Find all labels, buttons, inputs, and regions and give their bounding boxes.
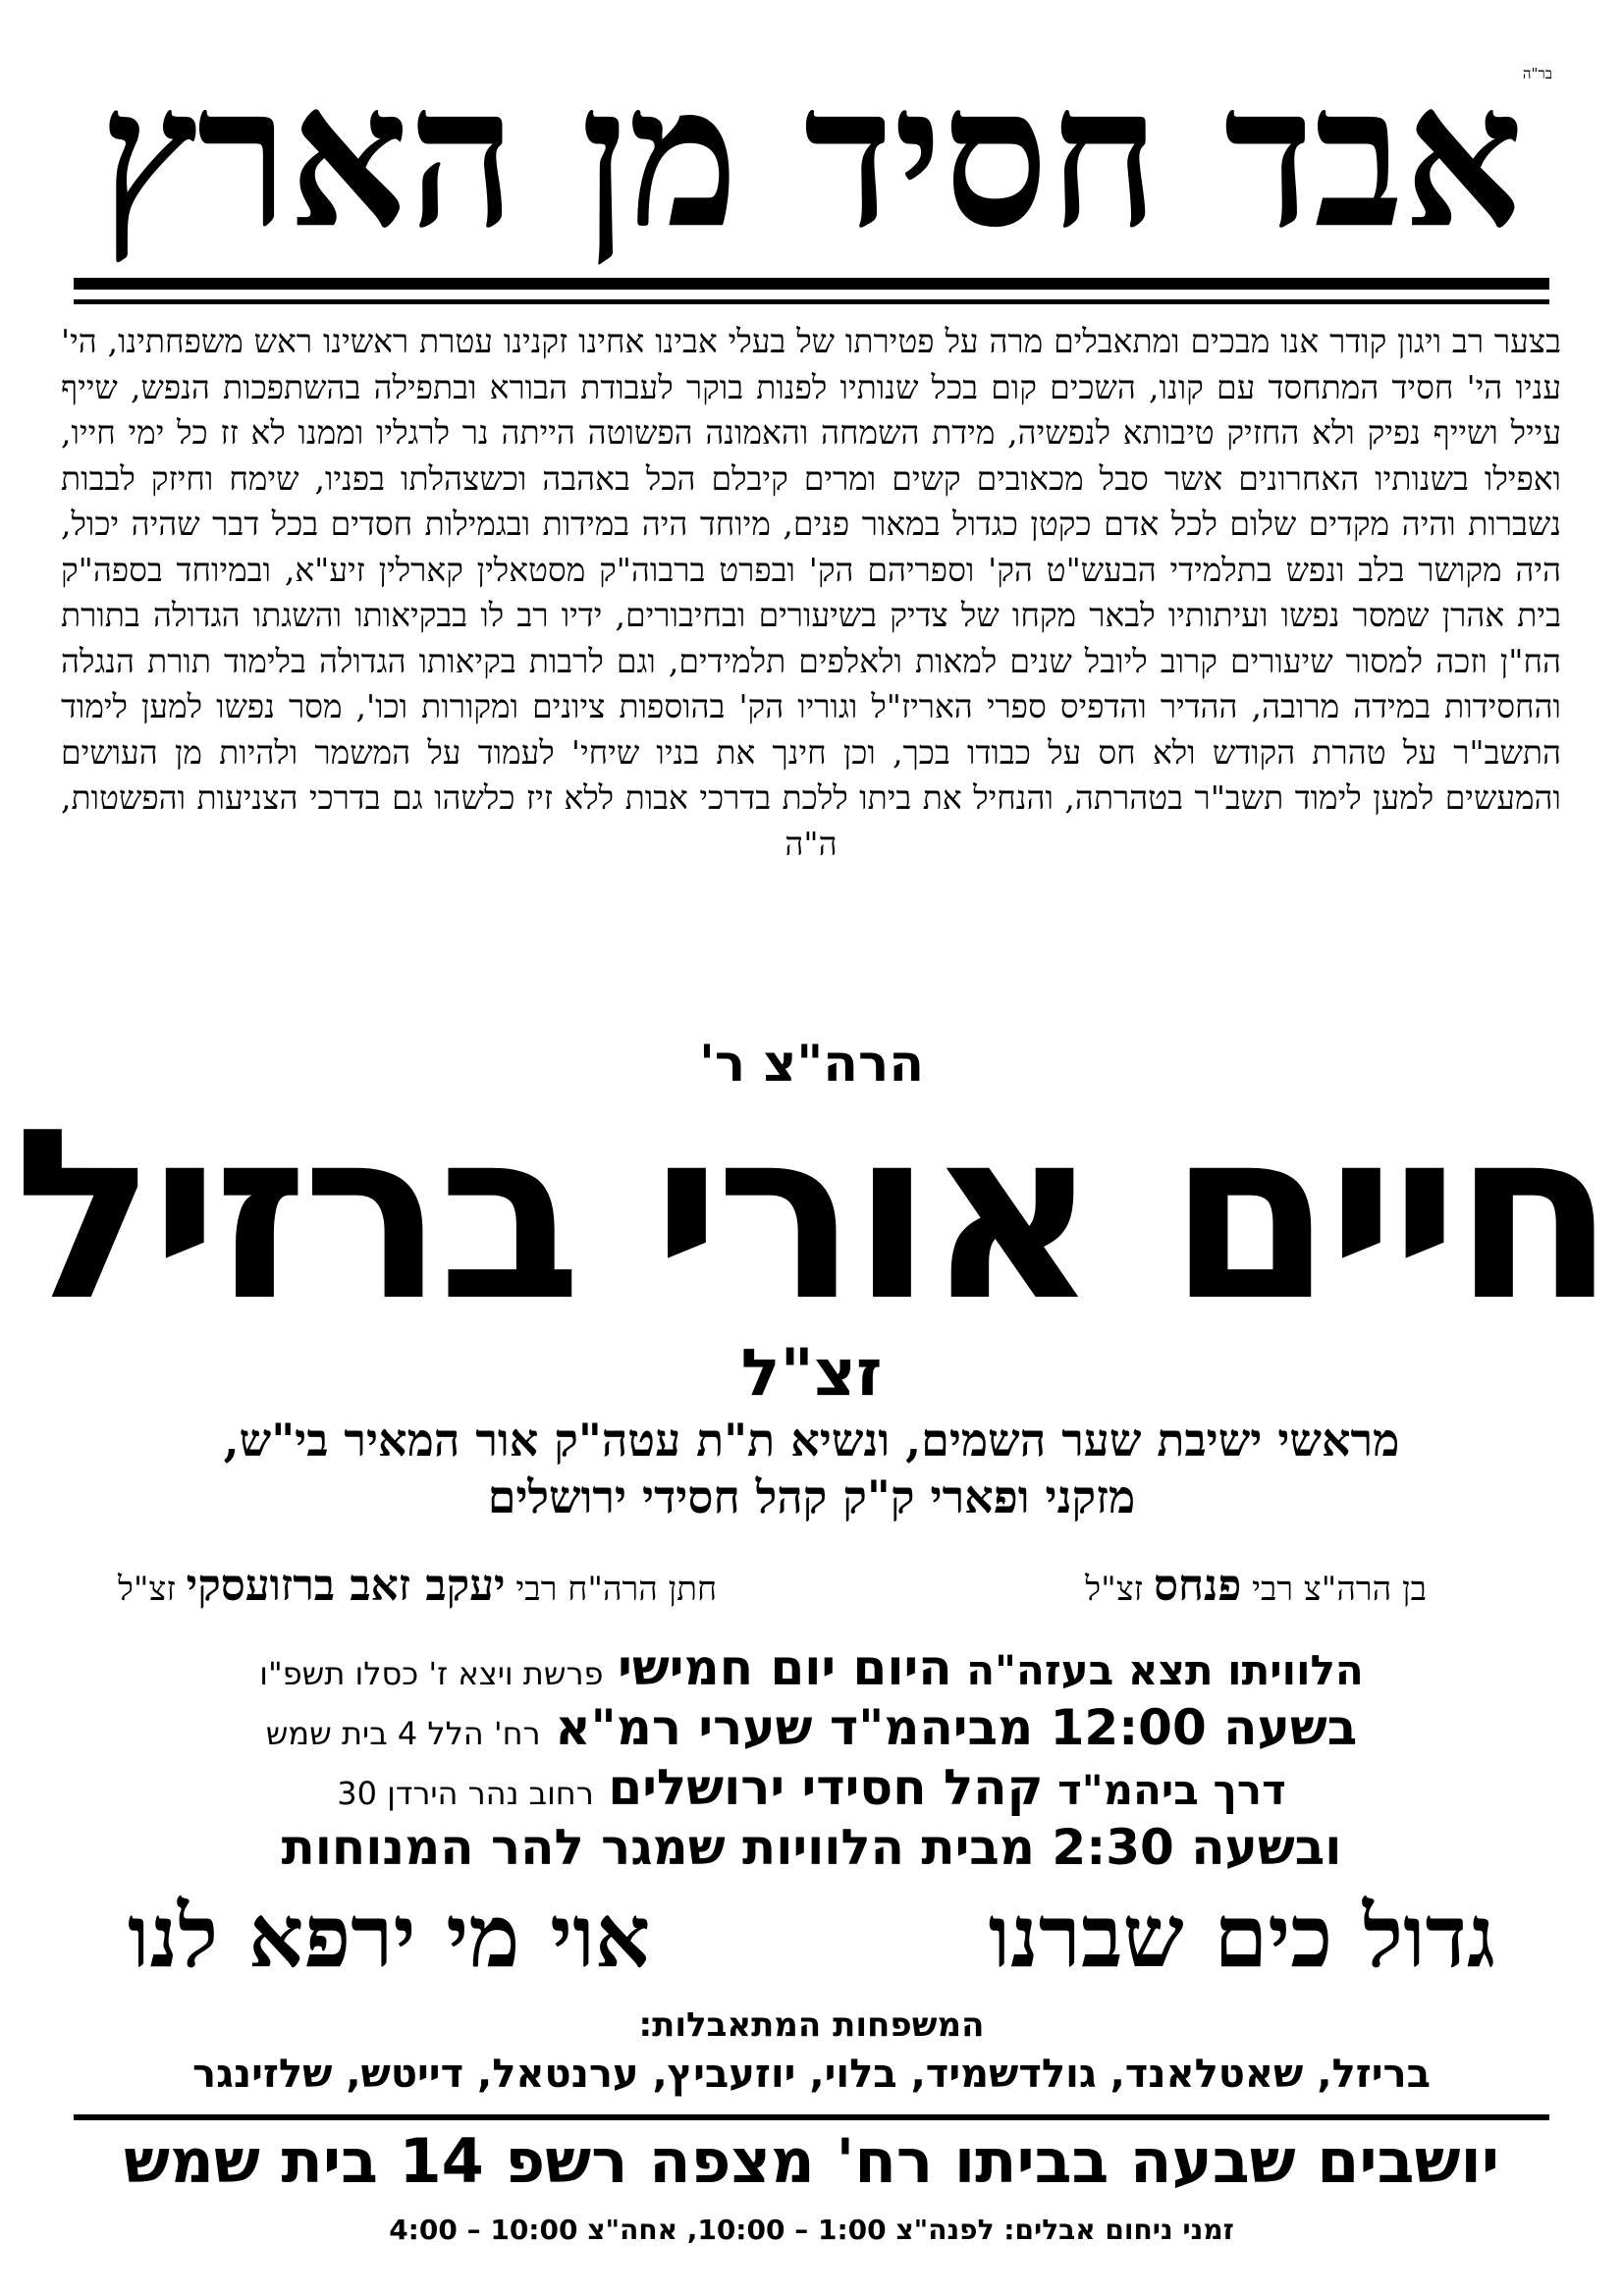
funeral-line-2 <box>59 1701 1564 1761</box>
funeral-time-place: בשעה 12:00 מביהמ"ד שערי רמ"א <box>555 1699 1358 1756</box>
shiva-location: יושבים שבעה בביתו רח' מצפה רשפ 14 בית שמש <box>123 2125 1500 2197</box>
rabbi-title: הרה"צ ר' <box>698 1035 925 1094</box>
funeral-departure: הלוויתו תצא בעזה"ה <box>966 1646 1364 1694</box>
headline: אבד חסיד מן הארץ <box>99 41 1524 272</box>
son-in-law-name: יעקב זאב ברזועסקי <box>186 1561 506 1611</box>
funeral-line-3 <box>59 1761 1564 1821</box>
funeral-address-1: רח' הלל 4 בית שמש <box>265 1715 541 1752</box>
funeral-day: היום יום חמישי <box>618 1639 952 1696</box>
funeral-date: פרשת ויצא ז' כסלו תשפ"ו <box>259 1655 604 1692</box>
funeral-via: דרך ביהמ"ד <box>1057 1766 1286 1814</box>
son-of-name: פנחס <box>1153 1561 1242 1611</box>
bottom-rule <box>74 2114 1549 2120</box>
funeral-details <box>59 1641 1564 1875</box>
eulogy-paragraph: בצער רב ויגון קודר אנו מבכים ומתאבלים מרה על פטירתו של בעלי אבינו אחינו זקנינו עטרת ראשינו ראש משפחתינו, הי' עניו הי' חסיד המתחסד עם קונו, השכים קום בכל שנותיו לפנות בוקר לעבודת הבורא ובתפילה בהשתפכות הנפש, שייף עייל ושייף נפיק ולא החזיק טיבותא לנפשיה, מידת השמחה והאמונה הפשוטה הייתה נר לרגליו וממנו לא זז כל ימי חייו, ואפילו בשנותיו האחרונים אשר סבל מכאובים קשים ומרים קיבלם הכל באהבה וכשצהלתו בפניו, שימח וחיזק לבבות נשברות והיה מקדים שלום לכל אדם כקטן כגדול במאור פנים, מיוחד היה במידות ובגמילות חסדים בכל דבר שהיה יכול, היה מקושר בלב ונפש בתלמידי הבעש"ט הק' וספריהם הק' ובפרט ברבוה"ק מסטאלין קארלין זיע"א, ובמיוחד בספה"ק בית אהרן שמסר נפשו ועיתותיו לבאר מקחו של צדיק בשיעורים ובחיבורים, ידיו רב לו בבקיאותו והשגתו הגדולה בתורת הח"ן וזכה למסור שיעורים קרוב ליובל שנים למאות ולאלפים תלמידים, וגם לרבות בקיאותו הגדולה בלימוד תורת הנגלה והחסידות במידה מרובה, ההדיר והדפיס ספרי האריז"ל וגוריו הק' בהוספות ציונים ומקורות וכו', מסר נפשו למען לימוד התשב"ר על טהרת הקודש ולא חס על כבודו בכך, וכן חינך את בניו שיחי' לעמוד על המשמר ולהיות מן העושים והמעשים למען לימוד תשב"ר בטהרתה, והנחיל את ביתו ללכת בדרכי אבות ללא זיז כלשהו גם בדרכי הצניעות והפשטות, ה"ה <box>61 322 1561 863</box>
lament-right: גדול כים שברנו <box>988 1885 1495 1987</box>
lament-left: אוי מי ירפא לנו <box>128 1885 651 1987</box>
funeral-line-1 <box>59 1641 1564 1701</box>
son-in-law-suffix: זצ"ל <box>118 1570 176 1609</box>
rabbi-positions <box>0 1412 1623 1525</box>
funeral-via-congregation: קהל חסידי ירושלים <box>608 1759 1044 1816</box>
rabbi-suffix: זצ"ל <box>740 1335 883 1411</box>
son-of-suffix: זצ"ל <box>1085 1570 1144 1609</box>
families-list: בריזל, שאטלאנד, גולדשמיד, בלוי, יוזעביץ, ערנטאל, דייטש, שלזינגר <box>192 2052 1431 2097</box>
funeral-address-2: רחוב נהר הירדן 30 <box>337 1775 594 1812</box>
bsd-mark: בר"ה <box>1522 65 1552 82</box>
son-in-law-prefix: חתן הרה"ח רבי <box>515 1570 718 1609</box>
headline-rule-thin <box>74 299 1549 304</box>
headline-rule-thick <box>74 278 1549 290</box>
positions-line-2: מזקני ופארי ק"ק קהל חסידי ירושלים <box>487 1470 1136 1523</box>
positions-line-1: מראשי ישיבת שער השמים, ונשיא ת"ת עטה"ק אור המאיר בי"ש, <box>223 1414 1400 1467</box>
son-of-prefix: בן הרה"צ רבי <box>1252 1570 1427 1609</box>
families-label: המשפחות המתאבלות: <box>638 2005 985 2045</box>
shiva-hours: זמני ניחום אבלים: לפנה"צ 1:00 – 10:00, אחה"צ 10:00 – 4:00 <box>389 2214 1234 2246</box>
funeral-line-4: ובשעה 2:30 מבית הלוויות שמגר להר המנוחות <box>281 1819 1342 1876</box>
son-in-law-of <box>118 1561 717 1611</box>
rabbi-name: חיים אורי ברזיל <box>13 1078 1610 1353</box>
son-of <box>1085 1561 1427 1611</box>
